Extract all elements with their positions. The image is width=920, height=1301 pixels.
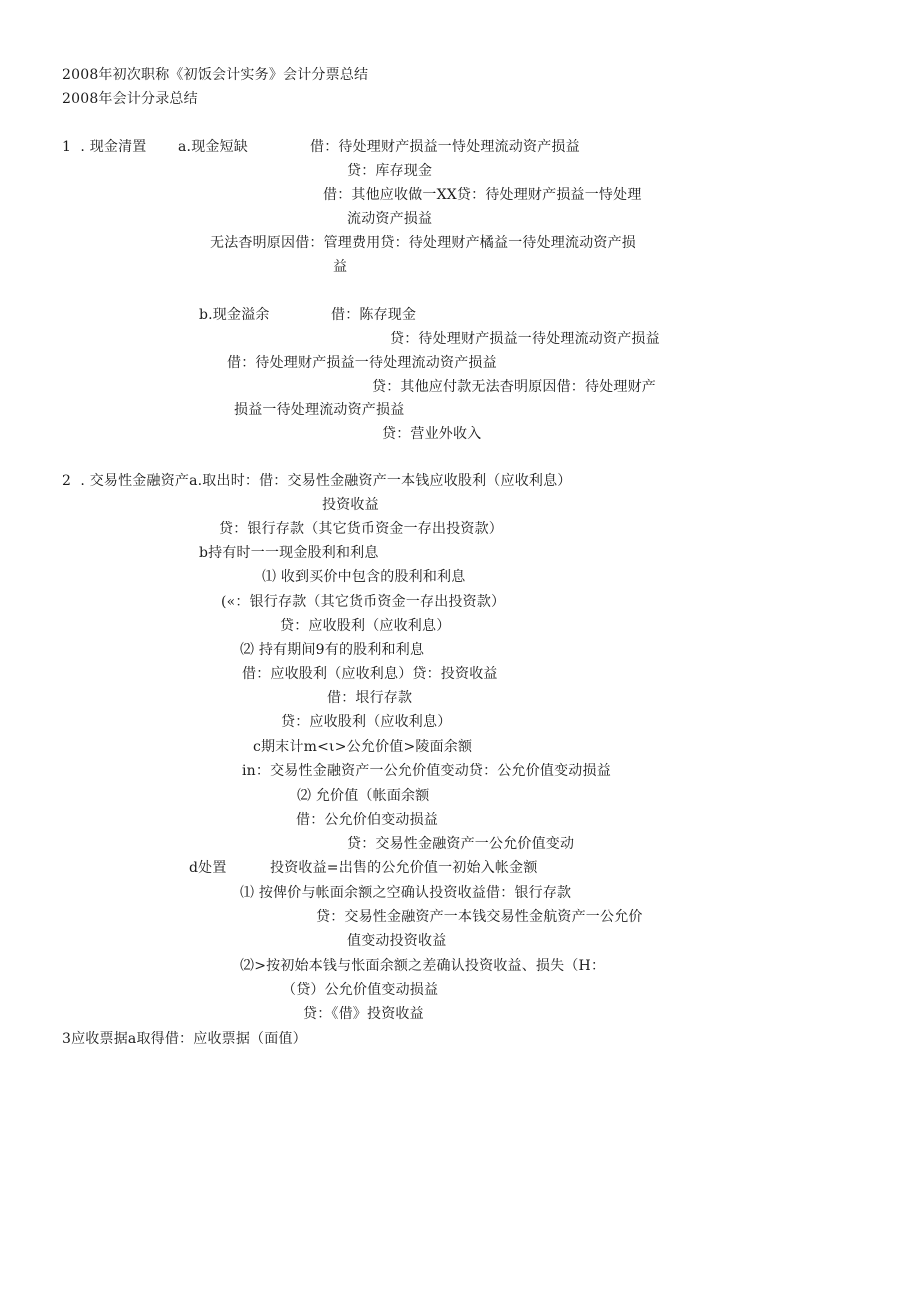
text-line: 借：垠行存款 <box>327 690 413 706</box>
text-line: 贷：应收股利（应收利息） <box>281 714 452 730</box>
text-line: 流动资产损益 <box>347 211 433 227</box>
text-line: 贷：《借》投资收益 <box>303 1006 424 1022</box>
text-line: b.现金溢余 <box>199 307 270 323</box>
text-line: 损益一待处理流动资产损益 <box>234 402 405 418</box>
text-line: b持有时一一现金股利和利息 <box>199 545 379 561</box>
text-line: 3应收票据a取得借：应收票据（面值） <box>62 1031 307 1047</box>
document-subtitle: 2008年会计分录总结 <box>62 91 198 107</box>
text-line: 借：待处理财产损益一恃处理流动资产损益 <box>310 139 580 155</box>
text-line: 借：其他应收做一XX贷：待处理财产损益一恃处理 <box>323 187 642 203</box>
text-line: 无法杳明原因借：管理费用贷：待处理财产橘益一待处理流动资产损 <box>210 235 636 251</box>
text-line: 借：应收股利（应收利息）贷：投资收益 <box>242 666 498 682</box>
text-line: 贷：应收股利（应收利息） <box>280 618 451 634</box>
text-line: 2 . 交易性金融资产a.取出时：借：交易性金融资产一本钱应收股利（应收利息） <box>62 473 572 489</box>
text-line: ⑵ 持有期间9有的股利和利息 <box>240 642 425 658</box>
text-line: （贷）公允价值变动损益 <box>282 982 439 998</box>
text-line: 益 <box>333 259 348 275</box>
text-line: 借：公允价伯变动损益 <box>296 812 438 828</box>
text-line: c期末计m<ι>公允价值>陵面余额 <box>253 739 473 755</box>
text-line: 贷：库存现金 <box>347 163 433 179</box>
text-line: 投资收益=岀售的公允价值一初始入帐金额 <box>270 860 538 876</box>
text-line: 贷：交易性金融资产一本钱交易性金航资产一公允价 <box>316 909 643 925</box>
document-title: 2008年初次职称《初饭会计实务》会计分票总结 <box>62 67 369 83</box>
text-line: 值变动投资收益 <box>347 933 447 949</box>
text-line: 投资收益 <box>322 497 379 513</box>
text-line: ⑵ 允价值（帐面余额 <box>297 788 430 804</box>
text-line: 贷：营业外收入 <box>382 426 482 442</box>
text-line: ⑴ 按俾价与帐面余额之空确认投资收益借：银行存款 <box>240 885 572 901</box>
text-line: 贷：待处理财产损益一待处理流动资产损益 <box>390 331 660 347</box>
text-line: («：银行存款（其它货币资金一存出投资款） <box>221 594 506 610</box>
text-line: d处置 <box>189 860 227 876</box>
text-line: 贷：银行存款（其它货币资金一存出投资款） <box>219 521 503 537</box>
text-line: 借：待处理财产损益一待处理流动资产损益 <box>227 355 497 371</box>
text-line: 贷：交易性金融资产一公允价值变动 <box>347 836 575 852</box>
text-line: 借：陈存现金 <box>331 307 417 323</box>
text-line: 贷：其他应付款无法杳明原因借：待处理财产 <box>372 379 656 395</box>
text-line: 1 . 现金清置 <box>62 139 147 155</box>
text-line: in：交易性金融资产一公允价值变动贷：公允价值变动损益 <box>242 763 611 779</box>
text-line: ⑵>按初始本钱与怅面余额之差确认投资收益、损失（H： <box>240 958 606 974</box>
text-line: a.现金短缺 <box>178 139 248 155</box>
text-line: ⑴ 收到买价中包含的股利和利息 <box>262 569 466 585</box>
